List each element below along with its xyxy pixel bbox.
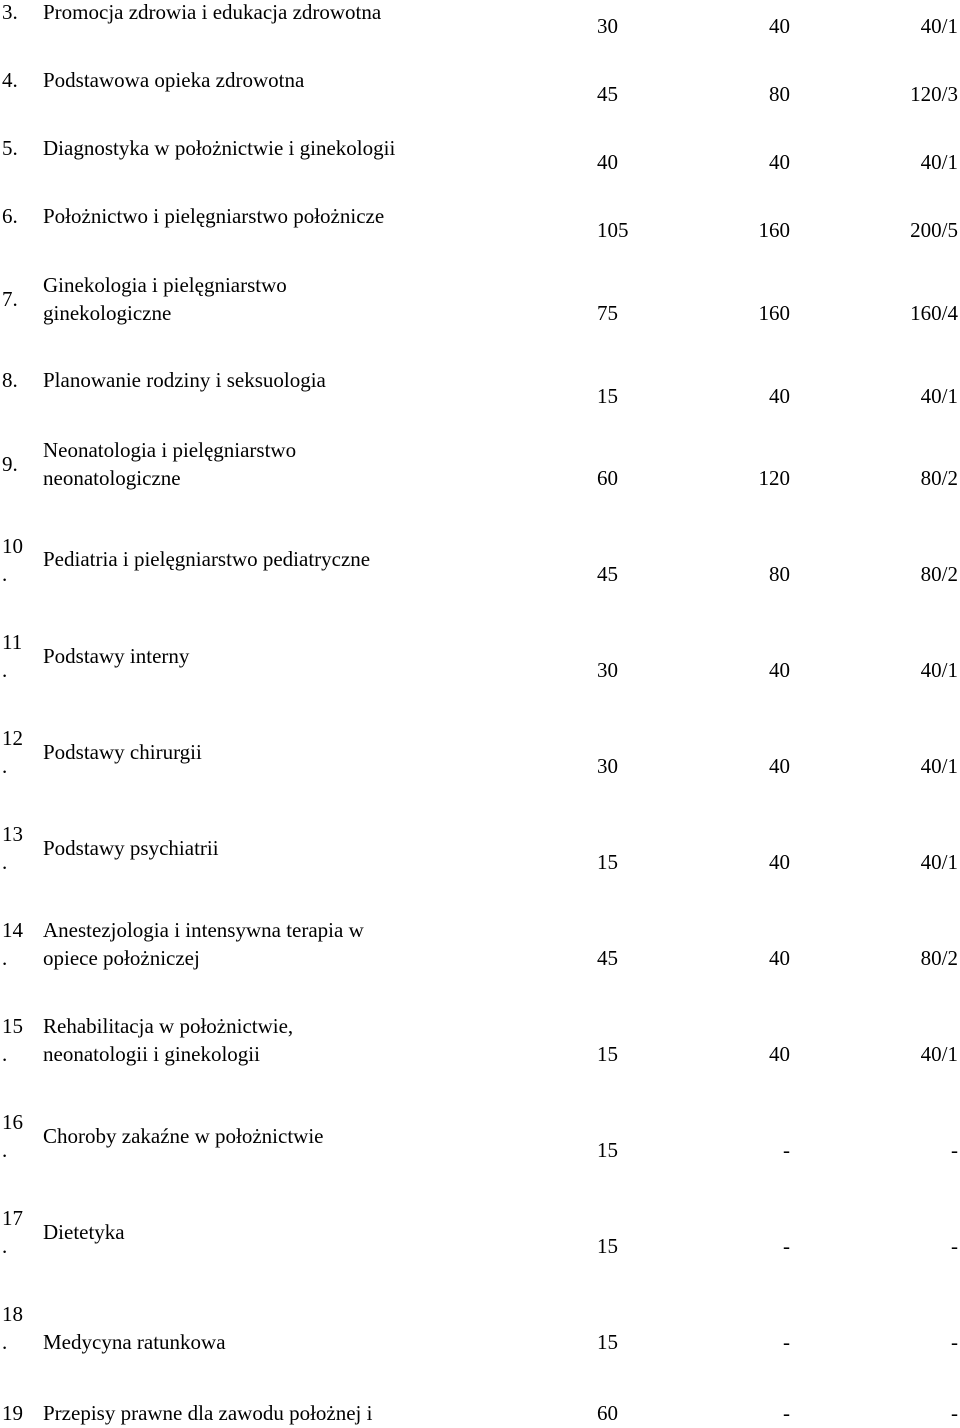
hours-lecture: 15 (597, 1330, 618, 1354)
subject-name-line: Rehabilitacja w położnictwie, (43, 1014, 294, 1038)
hours-placement: - (951, 1330, 958, 1354)
hours-placement: 200/5 (910, 218, 958, 242)
subject-name (43, 436, 296, 492)
hours-placement: 40/1 (920, 14, 958, 38)
hours-lecture: 15 (597, 384, 618, 408)
hours-practice: - (783, 1401, 790, 1425)
subject-name (43, 271, 287, 327)
row-number: 9. (2, 452, 18, 476)
hours-lecture: 30 (597, 658, 618, 682)
hours-placement: 40/1 (920, 384, 958, 408)
hours-lecture: 15 (597, 850, 618, 874)
row-number: 11 . (2, 630, 23, 682)
subject-name-line: opiece położniczej (43, 946, 200, 970)
hours-placement: 40/1 (920, 658, 958, 682)
hours-lecture: 15 (597, 1042, 618, 1066)
subject-name (43, 1218, 125, 1246)
row-number: 3. (2, 0, 18, 24)
hours-lecture: 45 (597, 946, 618, 970)
hours-placement: 120/3 (910, 82, 958, 106)
row-number: 18 . (2, 1302, 23, 1354)
hours-practice: - (783, 1330, 790, 1354)
hours-practice: 40 (769, 150, 790, 174)
subject-name (43, 134, 395, 162)
subject-name (43, 642, 189, 670)
row-number: 8. (2, 368, 18, 392)
hours-practice: 160 (758, 218, 790, 242)
subject-name (43, 0, 381, 26)
row-number: 10 . (2, 534, 23, 586)
hours-placement: 80/2 (920, 946, 958, 970)
subject-name (43, 202, 384, 230)
hours-practice: - (783, 1138, 790, 1162)
subject-name-line: Pediatria i pielęgniarstwo pediatryczne (43, 547, 371, 571)
row-number: 14 . (2, 918, 23, 970)
subject-name-line: Diagnostyka w położnictwie i ginekologii (43, 136, 396, 160)
subject-name-line: Planowanie rodziny i seksuologia (43, 368, 326, 392)
subject-name-line: Przepisy prawne dla zawodu położnej i (43, 1401, 373, 1425)
subject-name (43, 916, 364, 972)
row-number: 7. (2, 287, 18, 311)
subject-name-line: Dietetyka (43, 1220, 125, 1244)
hours-lecture: 60 (597, 1401, 618, 1425)
hours-placement: - (951, 1234, 958, 1258)
hours-lecture: 40 (597, 150, 618, 174)
hours-placement: - (951, 1138, 958, 1162)
subject-name-line: ginekologiczne (43, 301, 172, 325)
row-number: 6. (2, 204, 18, 228)
hours-practice: 160 (758, 301, 790, 325)
hours-practice: 80 (769, 562, 790, 586)
subject-name-line: Położnictwo i pielęgniarstwo położnicze (43, 204, 385, 228)
hours-practice: 40 (769, 384, 790, 408)
hours-practice: 80 (769, 82, 790, 106)
row-number: 13 . (2, 822, 23, 874)
subject-name-line: Medycyna ratunkowa (43, 1330, 226, 1354)
subject-name-line: Anestezjologia i intensywna terapia w (43, 918, 364, 942)
subject-name-line: neonatologii i ginekologii (43, 1042, 260, 1066)
subject-name (43, 834, 219, 862)
subject-name (43, 1328, 226, 1356)
subject-name (43, 1122, 324, 1150)
hours-lecture: 30 (597, 14, 618, 38)
subject-name (43, 738, 202, 766)
subject-name-line: Podstawowa opieka zdrowotna (43, 68, 305, 92)
hours-placement: 40/1 (920, 850, 958, 874)
hours-lecture: 15 (597, 1138, 618, 1162)
hours-practice: 120 (758, 466, 790, 490)
hours-lecture: 45 (597, 562, 618, 586)
subject-name-line: Neonatologia i pielęgniarstwo (43, 438, 297, 462)
row-number: 4. (2, 68, 18, 92)
subject-name-line: neonatologiczne (43, 466, 181, 490)
subject-name (43, 1012, 293, 1068)
hours-lecture: 75 (597, 301, 618, 325)
row-number: 17 . (2, 1206, 23, 1258)
subject-name-line: Podstawy interny (43, 644, 190, 668)
hours-practice: 40 (769, 658, 790, 682)
subject-name (43, 366, 326, 394)
row-number: 16 . (2, 1110, 23, 1162)
row-number: 12 . (2, 726, 23, 778)
subject-name-line: Podstawy psychiatrii (43, 836, 219, 860)
hours-practice: 40 (769, 850, 790, 874)
hours-lecture: 30 (597, 754, 618, 778)
subject-name-line: Ginekologia i pielęgniarstwo (43, 273, 287, 297)
hours-placement: 80/2 (920, 562, 958, 586)
subject-name (43, 1399, 372, 1427)
hours-placement: 160/4 (910, 301, 958, 325)
hours-practice: 40 (769, 14, 790, 38)
hours-placement: 40/1 (920, 1042, 958, 1066)
row-number: 5. (2, 136, 18, 160)
hours-practice: 40 (769, 1042, 790, 1066)
hours-lecture: 45 (597, 82, 618, 106)
hours-practice: 40 (769, 754, 790, 778)
row-number: 15 . (2, 1014, 23, 1066)
subject-name (43, 66, 304, 94)
subject-name-line: Podstawy chirurgii (43, 740, 202, 764)
hours-practice: 40 (769, 946, 790, 970)
hours-placement: 80/2 (920, 466, 958, 490)
hours-practice: - (783, 1234, 790, 1258)
subject-name-line: Promocja zdrowia i edukacja zdrowotna (43, 0, 382, 24)
hours-placement: 40/1 (920, 754, 958, 778)
hours-placement: - (951, 1401, 958, 1425)
subject-name (43, 545, 370, 573)
row-number: 19 (2, 1401, 23, 1425)
hours-lecture: 60 (597, 466, 618, 490)
subject-name-line: Choroby zakaźne w położnictwie (43, 1124, 324, 1148)
hours-lecture: 15 (597, 1234, 618, 1258)
hours-lecture: 105 (597, 218, 629, 242)
hours-placement: 40/1 (920, 150, 958, 174)
